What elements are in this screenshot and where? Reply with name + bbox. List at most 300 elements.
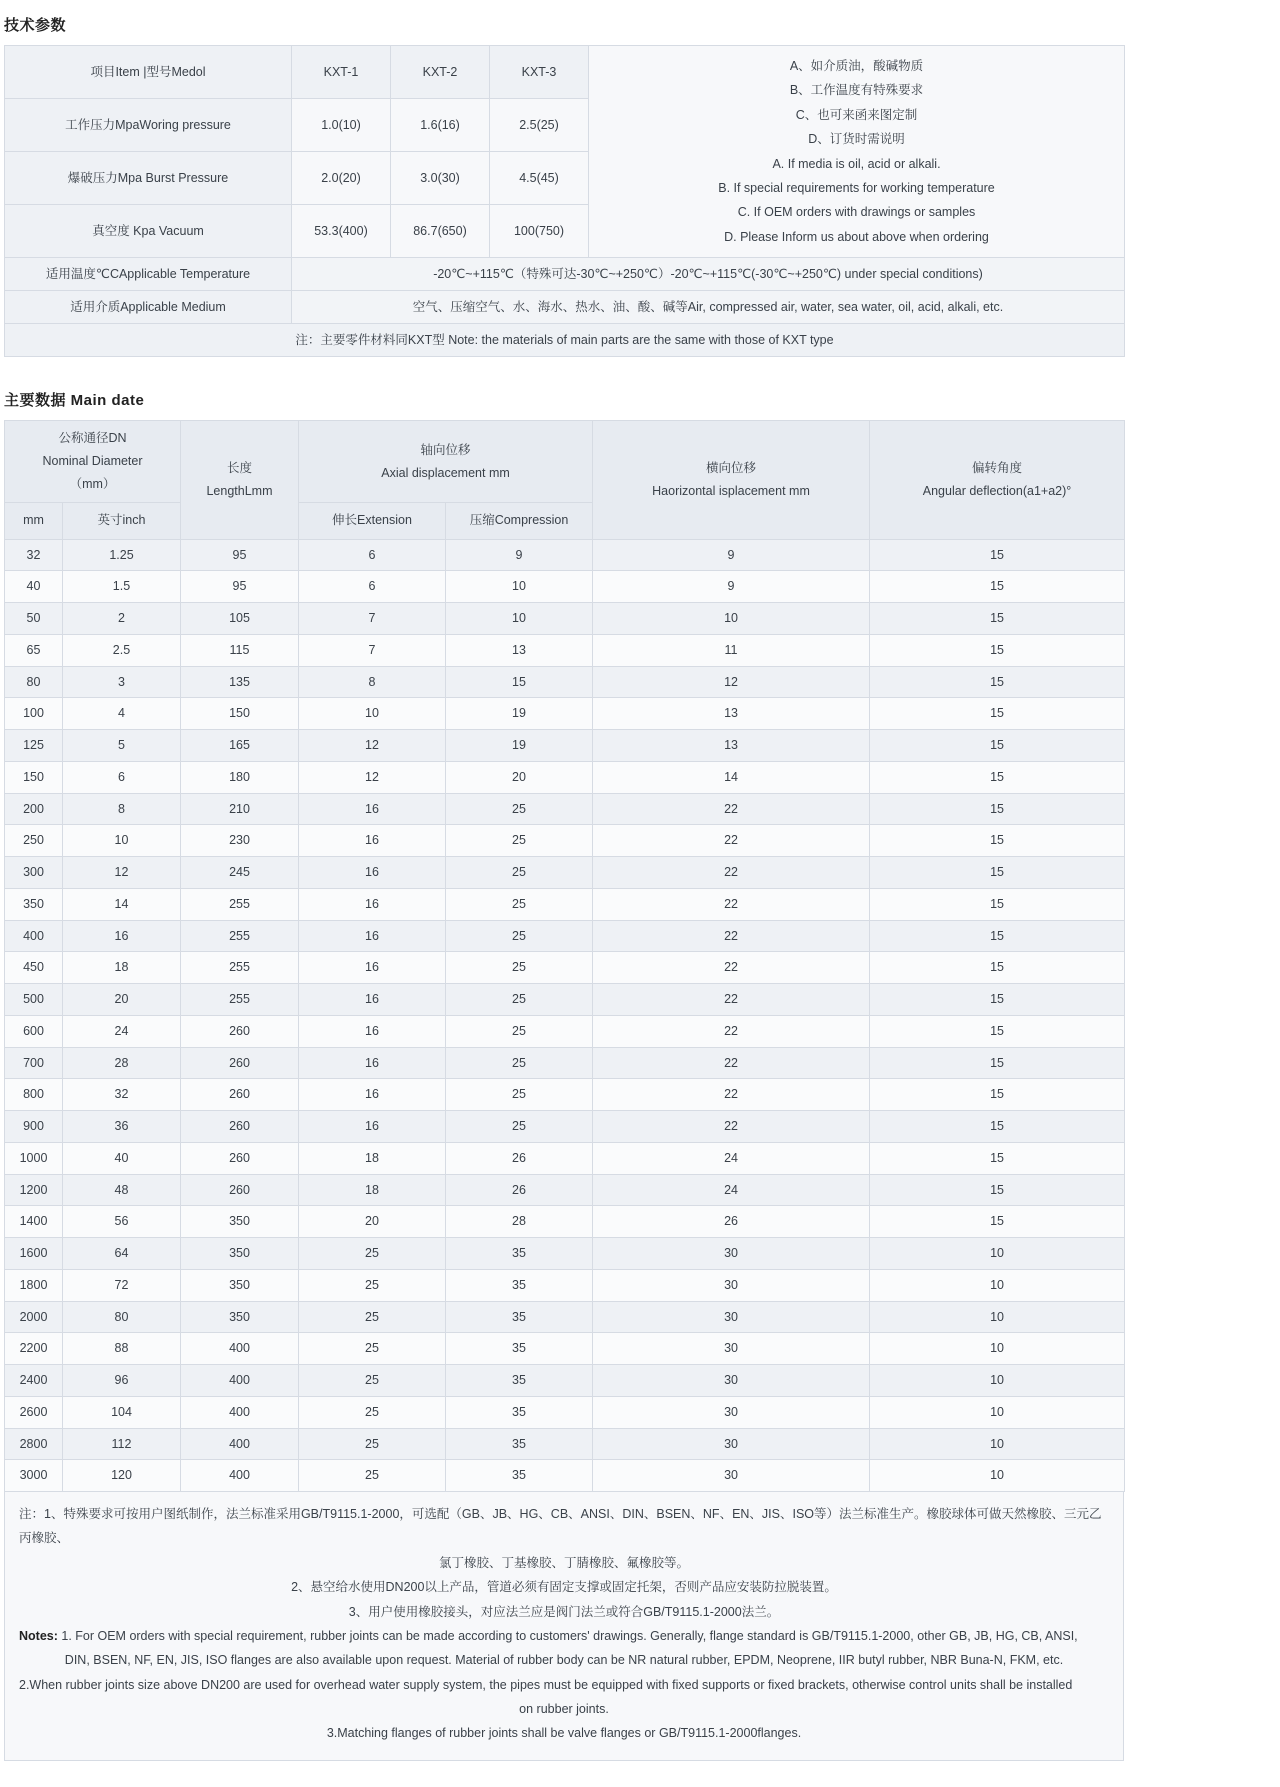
table-cell: 10	[593, 603, 870, 635]
tech-row-value: 空气、压缩空气、水、海水、热水、油、酸、碱等Air, compressed air, water, sea water, oil, acid, alkali, etc.	[292, 291, 1125, 324]
table-cell: 16	[299, 920, 446, 952]
table-cell: 260	[181, 1111, 299, 1143]
header-axial-displacement	[299, 421, 593, 503]
table-row	[5, 952, 1125, 984]
table-cell: 135	[181, 666, 299, 698]
table-cell: 400	[181, 1396, 299, 1428]
table-cell: 7	[299, 634, 446, 666]
table-cell: 260	[181, 1047, 299, 1079]
table-cell: 26	[446, 1174, 593, 1206]
table-cell: 15	[870, 761, 1125, 793]
table-cell: 30	[593, 1460, 870, 1492]
table-cell: 15	[870, 603, 1125, 635]
table-cell: 26	[593, 1206, 870, 1238]
table-cell: 500	[5, 984, 63, 1016]
table-cell: 15	[870, 984, 1125, 1016]
table-cell: 15	[870, 825, 1125, 857]
table-row	[5, 730, 1125, 762]
tech-header-item: 项目Item |型号Medol	[5, 46, 292, 99]
tech-row-label: 爆破压力Mpa Burst Pressure	[5, 152, 292, 205]
table-row	[5, 571, 1125, 603]
table-cell: 2200	[5, 1333, 63, 1365]
table-cell: 2.5	[63, 634, 181, 666]
table-cell: 10	[299, 698, 446, 730]
table-cell: 95	[181, 571, 299, 603]
table-cell: 11	[593, 634, 870, 666]
tech-row-value: 100(750)	[490, 205, 589, 258]
table-cell: 25	[446, 793, 593, 825]
table-cell: 30	[593, 1365, 870, 1397]
table-cell: 15	[870, 920, 1125, 952]
table-cell: 245	[181, 857, 299, 889]
tech-row-value: 4.5(45)	[490, 152, 589, 205]
table-cell: 24	[63, 1015, 181, 1047]
header-line: 长度	[226, 460, 252, 475]
table-cell: 1400	[5, 1206, 63, 1238]
header-angular-deflection	[870, 421, 1125, 540]
table-cell: 15	[870, 793, 1125, 825]
table-row	[5, 634, 1125, 666]
table-cell: 15	[870, 571, 1125, 603]
table-cell: 20	[446, 761, 593, 793]
table-cell: 6	[63, 761, 181, 793]
table-cell: 16	[299, 984, 446, 1016]
table-cell: 28	[63, 1047, 181, 1079]
table-row	[5, 984, 1125, 1016]
table-cell: 1800	[5, 1269, 63, 1301]
table-cell: 13	[593, 730, 870, 762]
header-line: 偏转角度	[972, 460, 1023, 475]
table-row	[5, 1015, 1125, 1047]
table-cell: 13	[593, 698, 870, 730]
table-cell: 10	[870, 1301, 1125, 1333]
notes-block	[4, 1492, 1124, 1761]
tech-note-line: D、订货时需说明	[808, 132, 905, 147]
table-cell: 22	[593, 920, 870, 952]
header-mm: mm	[5, 503, 63, 539]
table-cell: 180	[181, 761, 299, 793]
main-data-table	[4, 420, 1125, 1492]
table-cell: 25	[299, 1301, 446, 1333]
table-row	[5, 1206, 1125, 1238]
table-cell: 400	[181, 1460, 299, 1492]
table-cell: 12	[299, 761, 446, 793]
note-en-2: 2.When rubber joints size above DN200 are used for overhead water supply system, the pipes must be equipped with fixed supports or fixed brackets, otherwise control units shall be installed	[19, 1677, 1073, 1692]
table-cell: 10	[870, 1333, 1125, 1365]
table-cell: 230	[181, 825, 299, 857]
table-cell: 400	[181, 1365, 299, 1397]
table-cell: 15	[870, 1142, 1125, 1174]
table-row	[5, 793, 1125, 825]
tech-row-label: 工作压力MpaWoring pressure	[5, 99, 292, 152]
table-cell: 400	[181, 1333, 299, 1365]
table-cell: 22	[593, 1079, 870, 1111]
table-row	[5, 1428, 1125, 1460]
note-cn-3: 3、用户使用橡胶接头，对应法兰应是阀门法兰或符合GB/T9115.1-2000法兰。	[348, 1604, 780, 1619]
table-row	[5, 920, 1125, 952]
note-en-1b: DIN, BSEN, NF, EN, JIS, ISO flanges are also available upon request. Material of rubber body can be NR natural rubber, EPDM, Neoprene, IIR butyl rubber, NBR Buna-N, FKM, etc.	[64, 1653, 1064, 1668]
table-cell: 16	[299, 888, 446, 920]
tech-header-model-1: KXT-1	[292, 46, 391, 99]
table-cell: 25	[446, 1079, 593, 1111]
table-cell: 1600	[5, 1238, 63, 1270]
header-line: 公称通径DN	[58, 431, 127, 445]
table-cell: 10	[446, 571, 593, 603]
table-row	[5, 1333, 1125, 1365]
table-cell: 19	[446, 698, 593, 730]
table-row	[5, 698, 1125, 730]
table-cell: 18	[63, 952, 181, 984]
table-cell: 22	[593, 793, 870, 825]
table-cell: 400	[5, 920, 63, 952]
table-row	[5, 539, 1125, 571]
note-cn-1: 注：1、特殊要求可按用户图纸制作，法兰标准采用GB/T9115.1-2000，可选配（GB、JB、HG、CB、ANSI、DIN、BSEN、NF、EN、JIS、ISO等）法兰标准生产。橡胶球体可做天然橡胶、三元乙丙橡胶、	[19, 1507, 1102, 1546]
tech-row-label: 真空度 Kpa Vacuum	[5, 205, 292, 258]
table-cell: 3000	[5, 1460, 63, 1492]
table-row	[5, 1365, 1125, 1397]
table-cell: 15	[870, 1015, 1125, 1047]
table-cell: 36	[63, 1111, 181, 1143]
table-cell: 3	[63, 666, 181, 698]
table-cell: 255	[181, 888, 299, 920]
table-cell: 350	[181, 1301, 299, 1333]
table-cell: 15	[870, 634, 1125, 666]
table-cell: 9	[593, 539, 870, 571]
table-cell: 2400	[5, 1365, 63, 1397]
header-extension: 伸长Extension	[299, 503, 446, 539]
header-line: Haorizontal isplacement mm	[652, 483, 810, 498]
table-cell: 200	[5, 793, 63, 825]
table-cell: 10	[870, 1365, 1125, 1397]
table-row	[5, 1047, 1125, 1079]
datasheet-page	[0, 14, 1280, 1761]
table-cell: 64	[63, 1238, 181, 1270]
table-cell: 260	[181, 1015, 299, 1047]
header-line: Axial displacement mm	[381, 465, 510, 480]
table-cell: 10	[870, 1238, 1125, 1270]
table-row	[5, 1396, 1125, 1428]
tech-note-line: A、如介质油，酸碱物质	[789, 59, 924, 73]
table-cell: 15	[870, 1079, 1125, 1111]
table-cell: 1200	[5, 1174, 63, 1206]
tech-row-value: 86.7(650)	[391, 205, 490, 258]
tech-row-label: 适用温度℃CApplicable Temperature	[5, 258, 292, 291]
table-cell: 255	[181, 984, 299, 1016]
table-cell: 22	[593, 1015, 870, 1047]
table-cell: 350	[181, 1206, 299, 1238]
table-cell: 35	[446, 1365, 593, 1397]
table-row	[5, 761, 1125, 793]
table-cell: 16	[299, 1047, 446, 1079]
table-cell: 24	[593, 1174, 870, 1206]
table-cell: 9	[446, 539, 593, 571]
table-cell: 25	[446, 1015, 593, 1047]
table-cell: 120	[63, 1460, 181, 1492]
table-cell: 25	[446, 857, 593, 889]
table-cell: 15	[870, 857, 1125, 889]
tech-row-value: 53.3(400)	[292, 205, 391, 258]
table-cell: 25	[299, 1333, 446, 1365]
note-en-1-text: 1. For OEM orders with special requirement, rubber joints can be made according to customers' drawings. Generally, flange standard is GB/T9115.1-2000, other GB, JB, HG, CB, ANSI,	[57, 1628, 1078, 1643]
table-cell: 30	[593, 1333, 870, 1365]
table-row	[5, 857, 1125, 889]
table-cell: 210	[181, 793, 299, 825]
header-compression: 压缩Compression	[446, 503, 593, 539]
table-cell: 300	[5, 857, 63, 889]
main-data-body	[5, 539, 1125, 1492]
table-cell: 15	[870, 1047, 1125, 1079]
table-cell: 5	[63, 730, 181, 762]
table-cell: 28	[446, 1206, 593, 1238]
table-cell: 16	[299, 1079, 446, 1111]
table-cell: 255	[181, 920, 299, 952]
table-row	[5, 1079, 1125, 1111]
table-cell: 25	[446, 888, 593, 920]
table-header-row	[5, 421, 1125, 503]
table-cell: 20	[299, 1206, 446, 1238]
technical-parameters-table	[4, 45, 1125, 357]
table-cell: 2	[63, 603, 181, 635]
tech-row-value: 1.0(10)	[292, 99, 391, 152]
table-cell: 15	[870, 730, 1125, 762]
section-spacer	[0, 357, 1280, 375]
table-cell: 150	[181, 698, 299, 730]
tech-row-value: 2.0(20)	[292, 152, 391, 205]
table-cell: 15	[870, 1111, 1125, 1143]
table-cell: 350	[181, 1269, 299, 1301]
table-cell: 22	[593, 857, 870, 889]
tech-note-line: C、也可来函来图定制	[795, 107, 918, 122]
header-nominal-diameter	[5, 421, 181, 503]
table-cell: 105	[181, 603, 299, 635]
table-cell: 18	[299, 1174, 446, 1206]
note-cn-1b: 氯丁橡胶、丁基橡胶、丁腈橡胶、氟橡胶等。	[438, 1555, 689, 1570]
tech-params-title: 技术参数	[4, 17, 67, 34]
header-line: （mm）	[69, 477, 116, 492]
table-cell: 35	[446, 1238, 593, 1270]
table-cell: 35	[446, 1396, 593, 1428]
table-cell: 80	[63, 1301, 181, 1333]
table-cell: 400	[181, 1428, 299, 1460]
table-cell: 25	[446, 952, 593, 984]
table-cell: 30	[593, 1301, 870, 1333]
tech-row-value: 2.5(25)	[490, 99, 589, 152]
header-line: Nominal Diameter	[42, 454, 143, 469]
table-cell: 6	[299, 571, 446, 603]
table-cell: 50	[5, 603, 63, 635]
table-cell: 22	[593, 1047, 870, 1079]
table-cell: 25	[299, 1238, 446, 1270]
table-cell: 10	[446, 603, 593, 635]
note-en-1	[19, 1624, 1109, 1648]
header-line: LengthLmm	[206, 483, 273, 498]
table-cell: 15	[870, 1206, 1125, 1238]
table-cell: 6	[299, 539, 446, 571]
header-length	[181, 421, 299, 540]
table-cell: 16	[299, 1015, 446, 1047]
table-cell: 9	[593, 571, 870, 603]
table-row	[5, 1238, 1125, 1270]
table-cell: 100	[5, 698, 63, 730]
table-cell: 165	[181, 730, 299, 762]
table-cell: 900	[5, 1111, 63, 1143]
table-cell: 20	[63, 984, 181, 1016]
table-row	[5, 1174, 1125, 1206]
table-cell: 16	[299, 793, 446, 825]
table-cell: 104	[63, 1396, 181, 1428]
table-cell: 2000	[5, 1301, 63, 1333]
note-cn-2: 2、悬空给水使用DN200以上产品，管道必须有固定支撑或固定托架，否则产品应安装防拉脱装置。	[291, 1580, 837, 1595]
table-cell: 15	[870, 698, 1125, 730]
table-cell: 35	[446, 1301, 593, 1333]
table-cell: 14	[593, 761, 870, 793]
table-cell: 115	[181, 634, 299, 666]
table-cell: 35	[446, 1333, 593, 1365]
table-cell: 19	[446, 730, 593, 762]
table-cell: 12	[593, 666, 870, 698]
table-cell: 35	[446, 1269, 593, 1301]
table-cell: 700	[5, 1047, 63, 1079]
table-cell: 10	[63, 825, 181, 857]
table-cell: 260	[181, 1174, 299, 1206]
table-cell: 25	[446, 1111, 593, 1143]
note-en-3: 3.Matching flanges of rubber joints shall be valve flanges or GB/T9115.1-2000flanges.	[326, 1726, 802, 1741]
tech-bottom-note: 注：主要零件材料同KXT型 Note: the materials of main parts are the same with those of KXT type	[5, 324, 1125, 357]
table-cell: 255	[181, 952, 299, 984]
header-line: 横向位移	[706, 460, 757, 475]
tech-note-line: C. If OEM orders with drawings or samples	[737, 205, 976, 220]
table-cell: 25	[299, 1396, 446, 1428]
table-cell: 96	[63, 1365, 181, 1397]
table-cell: 12	[299, 730, 446, 762]
note-en-2b: on rubber joints.	[519, 1702, 609, 1716]
table-cell: 80	[5, 666, 63, 698]
table-cell: 7	[299, 603, 446, 635]
table-cell: 72	[63, 1269, 181, 1301]
table-cell: 40	[5, 571, 63, 603]
table-cell: 15	[870, 888, 1125, 920]
table-cell: 600	[5, 1015, 63, 1047]
header-line: 轴向位移	[420, 442, 471, 457]
table-row	[5, 603, 1125, 635]
table-row	[5, 1269, 1125, 1301]
table-row	[5, 1111, 1125, 1143]
table-cell: 350	[5, 888, 63, 920]
table-row	[5, 1142, 1125, 1174]
table-cell: 15	[870, 1174, 1125, 1206]
table-cell: 112	[63, 1428, 181, 1460]
table-row	[5, 291, 1125, 324]
table-cell: 22	[593, 825, 870, 857]
table-cell: 30	[593, 1428, 870, 1460]
table-cell: 10	[870, 1396, 1125, 1428]
table-cell: 25	[299, 1365, 446, 1397]
table-cell: 35	[446, 1428, 593, 1460]
table-cell: 22	[593, 952, 870, 984]
table-cell: 25	[446, 825, 593, 857]
table-cell: 16	[299, 1111, 446, 1143]
tech-row-label: 适用介质Applicable Medium	[5, 291, 292, 324]
table-row	[5, 258, 1125, 291]
header-inch: 英寸inch	[63, 503, 181, 539]
table-cell: 250	[5, 825, 63, 857]
table-cell: 16	[299, 857, 446, 889]
table-cell: 15	[870, 952, 1125, 984]
table-cell: 25	[446, 920, 593, 952]
table-cell: 260	[181, 1142, 299, 1174]
table-cell: 450	[5, 952, 63, 984]
table-cell: 22	[593, 888, 870, 920]
table-cell: 25	[299, 1269, 446, 1301]
table-cell: 4	[63, 698, 181, 730]
tech-row-value: -20℃~+115℃（特殊可达-30℃~+250℃）-20℃~+115℃(-30℃~+250℃) under special conditions)	[292, 258, 1125, 291]
table-cell: 800	[5, 1079, 63, 1111]
table-cell: 15	[446, 666, 593, 698]
notes-label: Notes:	[19, 1628, 58, 1643]
main-data-title: 主要数据 Main date	[4, 392, 145, 409]
table-cell: 16	[299, 825, 446, 857]
header-horizontal-displacement	[593, 421, 870, 540]
table-cell: 16	[299, 952, 446, 984]
table-cell: 30	[593, 1238, 870, 1270]
table-row	[5, 46, 1125, 99]
table-cell: 10	[870, 1428, 1125, 1460]
tech-note-line: B. If special requirements for working temperature	[718, 180, 995, 195]
table-cell: 95	[181, 539, 299, 571]
table-cell: 13	[446, 634, 593, 666]
table-cell: 32	[5, 539, 63, 571]
table-cell: 1.5	[63, 571, 181, 603]
table-cell: 88	[63, 1333, 181, 1365]
table-cell: 1000	[5, 1142, 63, 1174]
table-cell: 22	[593, 1111, 870, 1143]
tech-note-line: A. If media is oil, acid or alkali.	[772, 156, 941, 171]
header-line: Angular deflection(a1+a2)°	[922, 483, 1072, 498]
table-cell: 260	[181, 1079, 299, 1111]
table-cell: 40	[63, 1142, 181, 1174]
table-cell: 8	[63, 793, 181, 825]
table-cell: 12	[63, 857, 181, 889]
table-row	[5, 1460, 1125, 1492]
tech-row-value: 1.6(16)	[391, 99, 490, 152]
table-cell: 32	[63, 1079, 181, 1111]
table-cell: 30	[593, 1269, 870, 1301]
table-row	[5, 888, 1125, 920]
table-cell: 35	[446, 1460, 593, 1492]
table-cell: 2800	[5, 1428, 63, 1460]
table-cell: 1.25	[63, 539, 181, 571]
table-cell: 18	[299, 1142, 446, 1174]
table-cell: 26	[446, 1142, 593, 1174]
table-row	[5, 324, 1125, 357]
table-cell: 22	[593, 984, 870, 1016]
table-cell: 10	[870, 1269, 1125, 1301]
table-cell: 25	[446, 984, 593, 1016]
table-cell: 56	[63, 1206, 181, 1238]
table-cell: 65	[5, 634, 63, 666]
table-cell: 16	[63, 920, 181, 952]
tech-note-line: B、工作温度有特殊要求	[789, 83, 924, 98]
table-cell: 350	[181, 1238, 299, 1270]
tech-note-line: D. Please Inform us about above when ordering	[724, 229, 989, 244]
table-cell: 10	[870, 1460, 1125, 1492]
tech-header-model-2: KXT-2	[391, 46, 490, 99]
tech-row-value: 3.0(30)	[391, 152, 490, 205]
table-row	[5, 666, 1125, 698]
table-cell: 15	[870, 666, 1125, 698]
table-cell: 125	[5, 730, 63, 762]
table-cell: 2600	[5, 1396, 63, 1428]
